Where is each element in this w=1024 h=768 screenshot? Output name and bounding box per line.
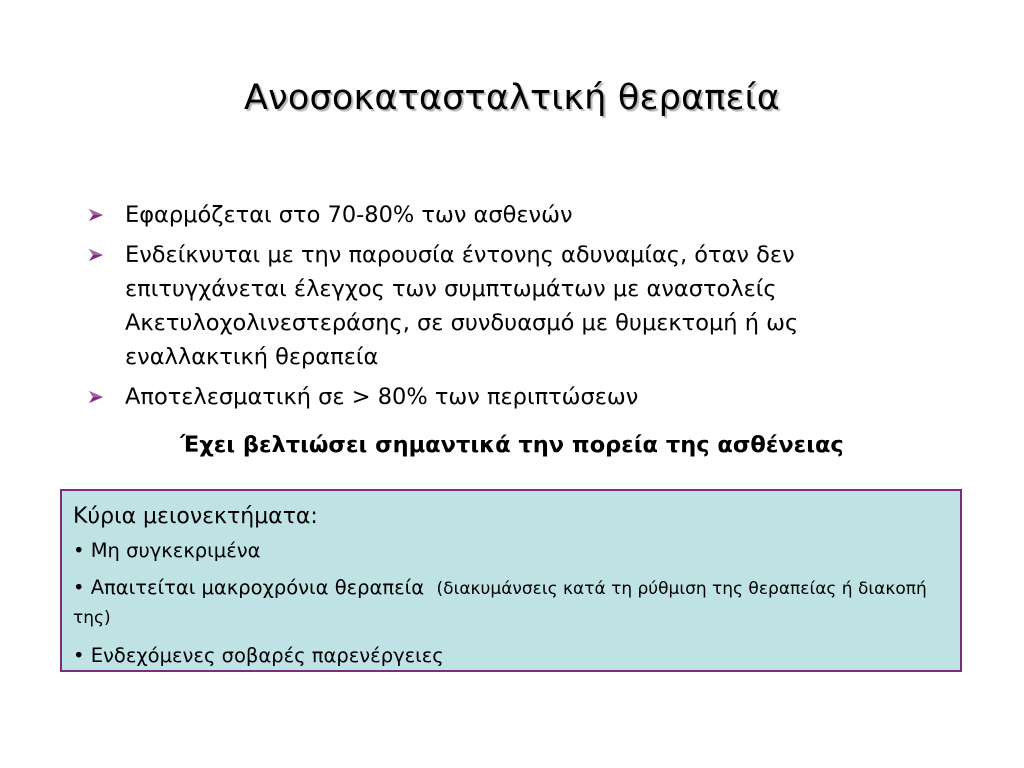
emphasis-statement: Έχει βελτιώσει σημαντικά την πορεία της ασθένειας (180, 432, 844, 458)
bullet-text: Ενδείκνυται με την παρουσία έντονης αδυναμίας, όταν δεν επιτυγχάνεται έλεγχος των συμπτωμάτων με αναστολείς Ακετυλοχολινεστεράσης, σε συνδυασμό με θυμεκτομή ή ως εναλλακτική θεραπεία (125, 242, 799, 370)
arrowhead-icon (88, 198, 104, 232)
list-item-text: Απαιτείται μακροχρόνια θεραπεία (90, 576, 425, 599)
arrowhead-icon (88, 380, 104, 414)
list-item (73, 537, 950, 564)
bullet-text: Εφαρμόζεται στο 70-80% των ασθενών (125, 202, 573, 228)
bullet-dot: • (73, 576, 85, 599)
arrowhead-icon (88, 238, 104, 272)
bullet-list (88, 198, 908, 420)
bullet-item (88, 380, 908, 414)
bullet-dot: • (73, 539, 85, 562)
disadvantages-box (60, 489, 962, 672)
list-item (73, 642, 950, 669)
bullet-item (88, 238, 908, 374)
list-item-note: (διακυμάνσεις κατά τη ρύθμιση της θεραπείας ή διακοπή της) (73, 579, 927, 628)
list-item-text: Ενδεχόμενες σοβαρές παρενέργειες (90, 644, 444, 667)
box-heading: Κύρια μειονεκτήματα: (73, 504, 318, 529)
bullet-item (88, 198, 908, 232)
list-item (73, 574, 950, 632)
list-item-text: Μη συγκεκριμένα (90, 539, 261, 562)
slide-title: Ανοσοκατασταλτική θεραπεία (244, 78, 780, 118)
bullet-text: Αποτελεσματική σε > 80% των περιπτώσεων (125, 384, 639, 410)
disadvantages-list (73, 537, 950, 669)
bullet-dot: • (73, 644, 85, 667)
